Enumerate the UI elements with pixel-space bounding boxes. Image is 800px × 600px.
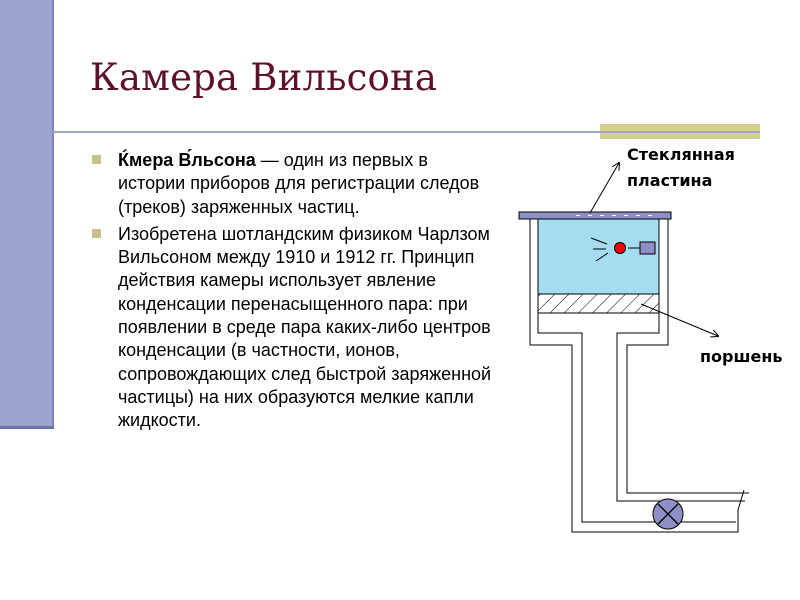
cloud-chamber-diagram	[515, 140, 800, 545]
particle-source	[640, 242, 655, 254]
bullet-item	[92, 149, 497, 219]
bullet-text: — один из первых в истории приборов для регистрации следов (треков) заряженных частиц.	[118, 150, 480, 217]
slide-body	[92, 149, 497, 437]
piston-pointer-arrow	[641, 304, 718, 336]
side-decoration-shadow	[0, 426, 54, 429]
label-glass-plate-line2: пластина	[627, 171, 713, 190]
label-piston: поршень	[700, 347, 783, 366]
bullet-square-icon	[92, 155, 101, 164]
side-decoration-bar	[0, 0, 54, 428]
label-glass-plate-line1: Стеклянная	[627, 145, 735, 164]
vapor-region	[538, 219, 659, 294]
piston	[538, 294, 659, 313]
plate-pointer-arrow	[590, 163, 619, 213]
droplet-icon	[615, 243, 626, 254]
slide-title: Камера Вильсона	[90, 56, 438, 99]
bullet-square-icon	[92, 229, 101, 238]
bullet-term: Ќмера В́льсона	[118, 150, 256, 170]
bullet-text: Изобретена шотландским физиком Чарлзом Вильсоном между 1910 и 1912 гг. Принцип действия камеры использует явление конденсации перенасыщенного пара: при появлении в среде пара каких-либо центров конденсации (в частности, ионов, сопровождающих след быстрой заряженной частицы) на них образуются мелкие капли жидкости.	[118, 223, 492, 431]
title-rule	[33, 131, 760, 133]
bullet-item	[92, 223, 497, 433]
